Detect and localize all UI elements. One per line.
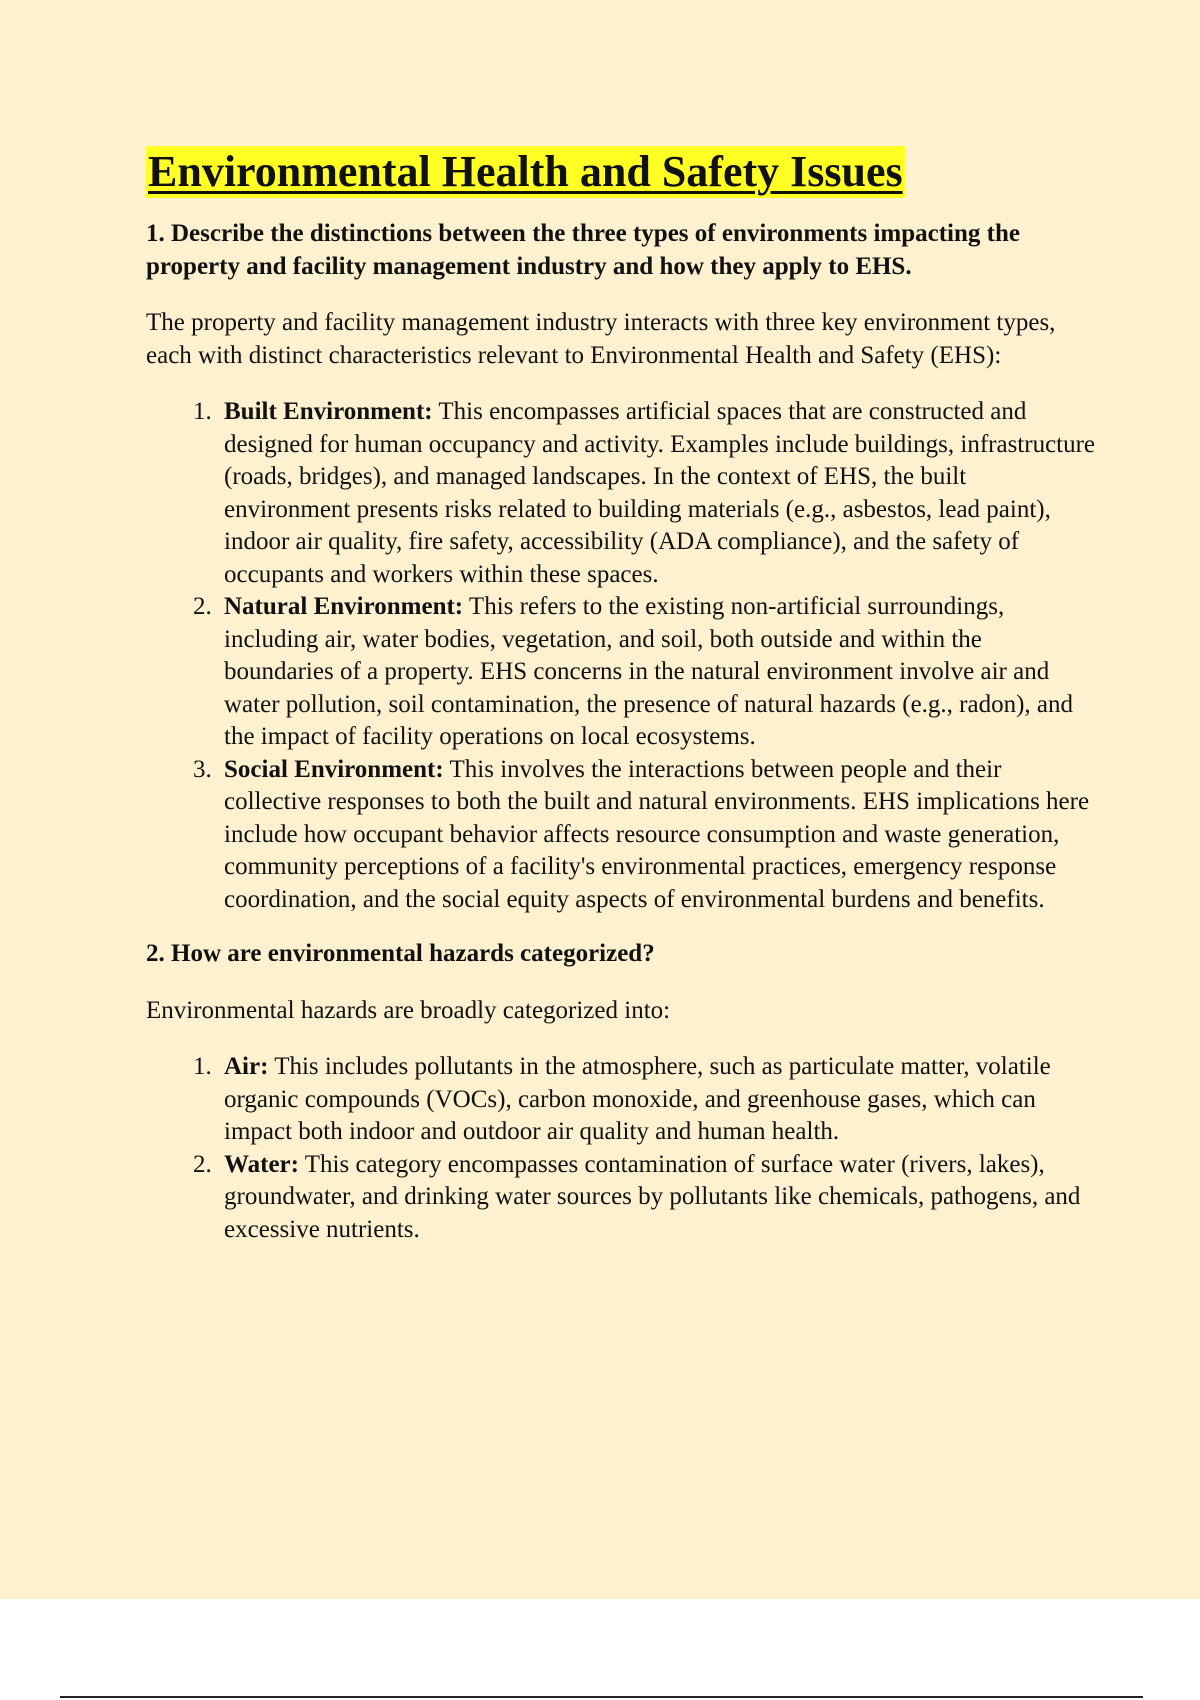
- list-item-text: This encompasses artificial spaces that are constructed and designed for human occupancy and activity. Examples include buildings, infrastructure (roads, bridges), and managed landscapes. In the context of EHS, the built environment presents risks related to building materials (e.g., asbestos, lead paint), indoor air quality, fire safety, accessibility (ADA compliance), and the safety of occupants and workers within these spaces.: [224, 398, 1096, 588]
- list-item: [218, 1051, 1096, 1149]
- list-item-text: This includes pollutants in the atmosphere, such as particulate matter, volatile organic compounds (VOCs), carbon monoxide, and greenhouse gases, which can impact both indoor and outdoor air quality and human health.: [224, 1053, 1051, 1145]
- section-1-list: [146, 396, 1096, 916]
- list-item: [218, 1149, 1096, 1247]
- document-content: [146, 146, 1096, 1246]
- list-item-term: Air:: [224, 1053, 269, 1080]
- list-item-text: This involves the interactions between people and their collective responses to both the built and natural environments. EHS implications here include how occupant behavior affects resource consumption and waste generation, community perceptions of a facility's environmental practices, emergency response coordination, and the social equity aspects of environmental burdens and benefits.: [224, 755, 1090, 913]
- section-1-intro: The property and facility management industry interacts with three key environment types, each with distinct characteristics relevant to Environmental Health and Safety (EHS):: [146, 309, 1056, 369]
- section-2-intro: Environmental hazards are broadly categorized into:: [146, 996, 671, 1024]
- section-1-heading: 1. Describe the distinctions between the three types of environments impacting the property and facility management industry and how they apply to EHS.: [146, 220, 1020, 280]
- section-2-list: [146, 1051, 1096, 1246]
- list-item-term: Built Environment:: [224, 398, 433, 425]
- footer-divider: [60, 1696, 1143, 1698]
- list-item-term: Water:: [224, 1150, 299, 1178]
- list-item-text: This category encompasses contamination of surface water (rivers, lakes), groundwater, and drinking water sources by pollutants like chemicals, pathogens, and excessive nutrients.: [224, 1150, 1081, 1243]
- list-item: [218, 591, 1096, 754]
- page-title: Environmental Health and Safety Issues: [148, 147, 903, 196]
- list-item: [218, 396, 1096, 591]
- list-item-term: Natural Environment:: [224, 593, 464, 620]
- list-item-term: Social Environment:: [224, 755, 444, 783]
- list-item-text: This refers to the existing non-artificial surroundings, including air, water bodies, vegetation, and soil, both outside and within the boundaries of a property. EHS concerns in the natural environment involve air and water pollution, soil contamination, the presence of natural hazards (e.g., radon), and the impact of facility operations on local ecosystems.: [224, 593, 1074, 750]
- section-2-heading: 2. How are environmental hazards categorized?: [146, 940, 655, 967]
- list-item: [218, 754, 1096, 917]
